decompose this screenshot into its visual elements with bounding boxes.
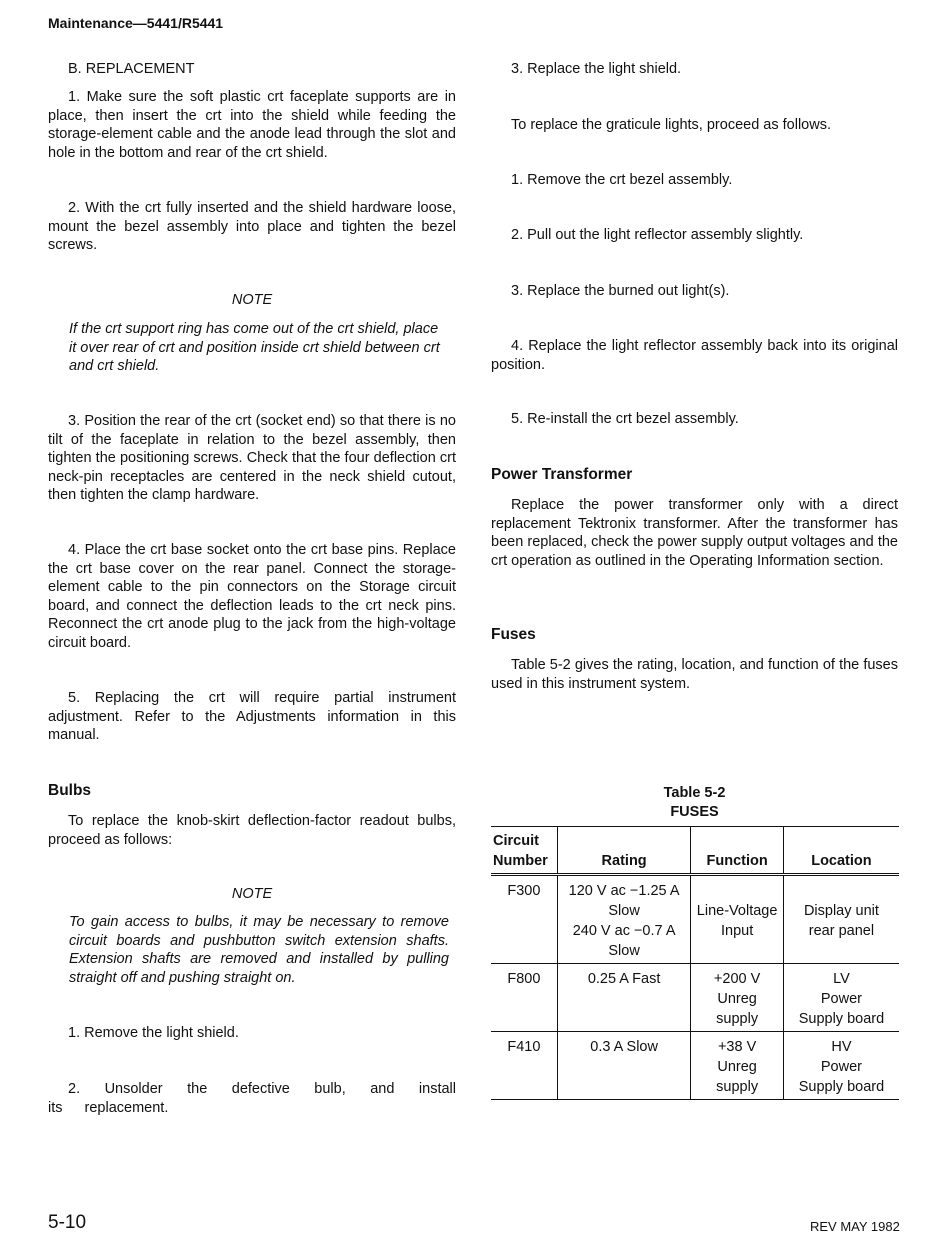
rating-line: 0.25 A Fast [587,971,661,987]
replacement-heading: B. REPLACEMENT [68,61,195,77]
cell-function [691,875,784,964]
graticule-step-4: 4. Replace the light reflector assembly back into its original position. [491,338,898,373]
rating-line: Slow [608,943,640,959]
note-body-crt: If the crt support ring has come out of the crt shield, place it over rear of crt and position inside crt shield between crt and crt shield. [69,321,440,374]
cell-rating [557,875,691,964]
replacement-step-2: 2. With the crt fully inserted and the shield hardware loose, mount the bezel assembly into place and tighten the bezel screws. [48,200,456,253]
rating-line: 240 V ac −0.7 A [572,923,676,939]
function-line: +200 V [713,971,761,987]
graticule-step-3: 3. Replace the burned out light(s). [511,283,730,299]
function-line: Input [720,923,754,939]
revision-date: REV MAY 1982 [810,1219,900,1234]
page-number: 5-10 [48,1212,87,1233]
header-rating: Rating [557,827,691,875]
bulb-step-2: 2. Unsolder the defective bulb, and install its replacement. [48,1081,456,1116]
header-circuit-line2: Number [493,853,548,869]
cell-location [783,1032,899,1100]
header-circuit-number [491,827,557,875]
replacement-step-4: 4. Place the crt base socket onto the crt base pins. Replace the crt base cover on the rear panel. Connect the storage-element cable to the pin connectors on the Storage circuit board, and connect the deflection leads to the crt neck pins. Reconnect the crt anode plug to the jack from the high-voltage circuit board. [48,542,456,651]
bulbs-section-title: Bulbs [48,782,92,799]
table-caption-title: FUSES [670,804,719,820]
graticule-step-5: 5. Re-install the crt bezel assembly. [511,411,739,427]
location-line: Power [820,1059,862,1075]
function-line: Unreg [717,991,757,1007]
replacement-step-5: 5. Replacing the crt will require partial instrument adjustment. Refer to the Adjustments information in this manual. [48,690,456,743]
rating-line: 120 V ac −1.25 A [568,883,680,899]
cell-location [783,875,899,964]
cell-location [783,964,899,1032]
power-transformer-title: Power Transformer [491,466,633,483]
rating-line: Slow [608,903,640,919]
function-line: Unreg [717,1059,757,1075]
graticule-step-1: 1. Remove the crt bezel assembly. [511,172,733,188]
cell-function [691,1032,784,1100]
location-line: Power [820,991,862,1007]
power-transformer-body: Replace the power transformer only with a direct replacement Tektronix transformer. After the transformer has been replaced, check the power supply output voltages and the crt operation as outlined in the Operating Information section. [491,497,898,569]
cell-rating [557,964,691,1032]
cell-circuit: F410 [491,1032,557,1100]
table-row [491,875,899,964]
note-body-bulbs: To gain access to bulbs, it may be necessary to remove circuit boards and pushbutton switch extension shafts. Extension shafts are removed and installed by pulling straight off and pushing straight on. [69,914,449,986]
replacement-step-1: 1. Make sure the soft plastic crt faceplate supports are in place, then insert the crt into the shield while feeding the storage-element cable and the anode lead through the slot and hole in the bottom and rear of the crt shield. [48,89,456,161]
graticule-intro: To replace the graticule lights, proceed as follows. [511,117,831,133]
cell-circuit: F300 [491,875,557,964]
cell-rating [557,1032,691,1100]
replacement-step-3: 3. Position the rear of the crt (socket end) so that there is no tilt of the faceplate in relation to the bezel assembly, then tighten the positioning screws. Check that the four deflection crt neck-pin receptacles are centered in the neck shield cutout, then tighten the clamp hardware. [48,413,456,503]
cell-function [691,964,784,1032]
function-line: supply [716,1011,759,1027]
note-title-crt: NOTE [231,292,273,308]
function-line: +38 V [717,1039,757,1055]
cell-circuit: F800 [491,964,557,1032]
function-line: supply [716,1079,759,1095]
function-line: Line-Voltage [696,903,778,919]
note-title-bulbs: NOTE [231,886,273,902]
location-line: Supply board [798,1079,885,1095]
bulb-step-3: 3. Replace the light shield. [511,61,682,77]
bulbs-intro: To replace the knob-skirt deflection-factor readout bulbs, proceed as follows: [48,813,456,848]
location-line: rear panel [808,923,875,939]
table-row [491,964,899,1032]
location-line: Supply board [798,1011,885,1027]
fuses-body: Table 5-2 gives the rating, location, and function of the fuses used in this instrument system. [491,657,898,692]
header-function: Function [691,827,784,875]
header-location: Location [783,827,899,875]
rating-line: 0.3 A Slow [590,1039,658,1055]
bulb-step-1: 1. Remove the light shield. [68,1025,239,1041]
location-line: Display unit [803,903,879,919]
location-line: HV [831,1039,852,1055]
table-row [491,1032,899,1100]
header-circuit-line1: Circuit [493,833,539,849]
graticule-step-2: 2. Pull out the light reflector assembly slightly. [511,227,804,243]
fuses-section-title: Fuses [491,626,536,643]
table-header-row [491,827,899,875]
location-line: LV [833,971,850,987]
page-header: Maintenance—5441/R5441 [48,15,224,31]
table-caption-number: Table 5-2 [663,785,726,801]
fuses-table [491,826,899,1100]
